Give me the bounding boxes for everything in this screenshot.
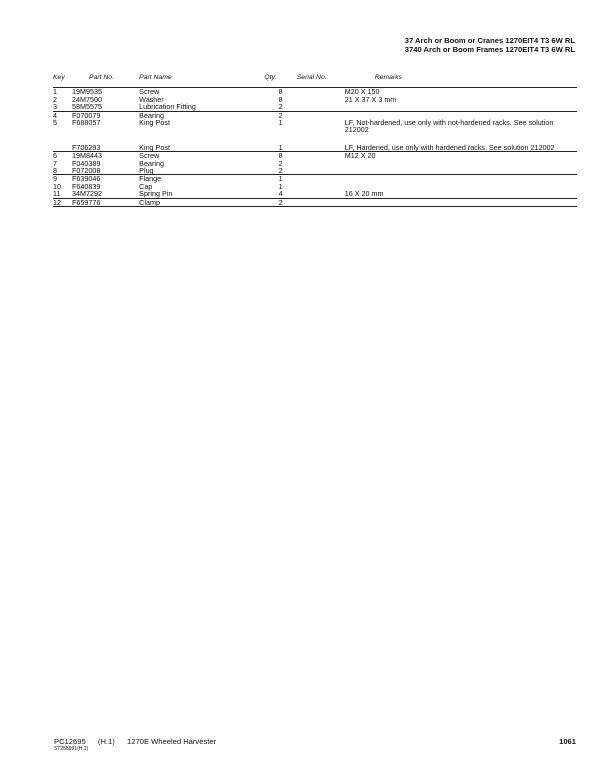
cell-qty: 2 (278, 158, 283, 168)
cell-key: 1 (53, 87, 57, 97)
table-row (53, 160, 577, 167)
cell-remarks: LF, Hardened, use only with hardened racks. See solution 212002 (344, 142, 555, 152)
cell-part-no: 58M5575 (72, 102, 103, 112)
cell-remarks (345, 160, 577, 167)
table-row (53, 96, 577, 103)
cell-remarks: LF, Not-hardened, use only with not-hardened racks. See solution 212002 (344, 118, 554, 135)
col-header-part-name: Part Name (139, 74, 264, 88)
cell-key: 12 (53, 198, 72, 206)
cell-serial (297, 190, 345, 198)
cell-part-no: F072008 (72, 166, 101, 176)
cell-qty: 2 (278, 102, 283, 112)
table-row (53, 103, 577, 111)
cell-key: 9 (53, 175, 72, 183)
cell-qty: 8 (278, 87, 283, 97)
cell-serial (297, 198, 345, 206)
cell-qty: 1 (278, 181, 283, 191)
cell-part-name: Plug (139, 166, 154, 176)
cell-key: 11 (53, 189, 61, 199)
cell-part-name: Screw (139, 152, 264, 160)
page-footer (54, 737, 576, 752)
footer-stamp: ST255991(H.1) (54, 746, 89, 752)
cell-part-name: King Post (139, 142, 170, 152)
cell-qty: 8 (264, 152, 296, 160)
table-row (53, 190, 577, 198)
cell-key: 3 (53, 102, 57, 112)
col-header-remarks: Remarks (345, 74, 577, 88)
cell-qty: 1 (278, 118, 283, 128)
table-row (53, 183, 577, 190)
col-header-part-no: Part No. (72, 74, 139, 88)
table-row (53, 119, 577, 134)
footer-revision: (H.1) (97, 737, 115, 746)
cell-part-name: Cap (139, 181, 153, 191)
cell-serial (297, 111, 345, 119)
cell-part-name: Spring Pin (139, 189, 173, 199)
cell-serial (297, 183, 345, 190)
col-header-qty: Qty. (264, 74, 296, 88)
cell-part-no: 19M9535 (72, 87, 103, 97)
subsection-title: 3740 Arch or Boom Frames 1270EIT4 T3 6W RL (404, 45, 575, 54)
cell-part-no: F070079 (72, 111, 139, 119)
footer-product: 1270E Wheeled Harvester (127, 737, 217, 746)
cell-part-no: F040389 (72, 158, 101, 168)
cell-part-name: Flange (139, 175, 264, 183)
cell-qty: 2 (278, 166, 283, 176)
cell-remarks (345, 198, 577, 206)
parts-table (53, 74, 577, 207)
cell-part-no: F706293 (72, 142, 101, 152)
cell-remarks: 21 X 37 X 3 mm (344, 94, 397, 104)
cell-part-no: 24M7500 (72, 94, 103, 104)
cell-remarks (345, 167, 577, 175)
cell-serial (297, 96, 345, 103)
cell-serial (297, 144, 345, 152)
cell-qty: 2 (264, 111, 296, 119)
cell-part-name: Lubrication Fitting (139, 102, 196, 112)
cell-key: 5 (53, 118, 57, 128)
cell-part-no: 19M8443 (72, 152, 139, 160)
cell-part-name: King Post (139, 118, 170, 128)
cell-serial (297, 103, 345, 111)
cell-part-no: 34M7292 (72, 189, 103, 199)
section-title: 37 Arch or Boom or Cranes 1270EIT4 T3 6W RL (404, 36, 575, 45)
cell-remarks: M12 X 20 (345, 152, 577, 160)
cell-qty: 8 (278, 94, 283, 104)
cell-qty: 1 (264, 175, 296, 183)
table-row (53, 88, 577, 96)
table-header-row (53, 74, 577, 88)
cell-key: 10 (53, 181, 61, 191)
cell-serial (297, 88, 345, 96)
cell-part-no: F640839 (72, 181, 101, 191)
cell-qty: 4 (278, 189, 283, 199)
cell-serial (297, 175, 345, 183)
cell-part-name: Screw (139, 87, 160, 97)
cell-remarks: 16 X 20 mm (344, 189, 384, 199)
table-row (53, 175, 577, 183)
cell-key: 2 (53, 94, 57, 104)
cell-part-name: Bearing (139, 111, 264, 119)
page-number: 1061 (559, 737, 576, 746)
cell-remarks (345, 175, 577, 183)
cell-qty: 2 (264, 198, 296, 206)
cell-serial (297, 119, 345, 134)
footer-doc-id: PC12695 (54, 737, 86, 746)
cell-key: 7 (53, 158, 57, 168)
table-row (53, 152, 577, 160)
table-row (53, 144, 577, 152)
cell-key: 4 (53, 111, 72, 119)
cell-part-name: Clamp (139, 198, 264, 206)
col-header-key: Key (53, 74, 72, 88)
cell-serial (297, 160, 345, 167)
cell-key: 8 (53, 166, 57, 176)
cell-serial (297, 167, 345, 175)
cell-remarks: M20 X 150 (344, 87, 380, 97)
cell-part-no: F688057 (72, 118, 101, 128)
table-row (53, 198, 577, 206)
cell-key: 6 (53, 152, 72, 160)
cell-remarks (345, 103, 577, 111)
cell-part-name: Bearing (139, 158, 164, 168)
cell-serial (297, 152, 345, 160)
cell-part-no: F639046 (72, 175, 139, 183)
table-row (53, 167, 577, 175)
cell-part-no: F659776 (72, 198, 139, 206)
cell-qty: 1 (278, 142, 283, 152)
col-header-serial-no: Serial No. (297, 74, 345, 88)
cell-part-name: Washer (139, 94, 164, 104)
